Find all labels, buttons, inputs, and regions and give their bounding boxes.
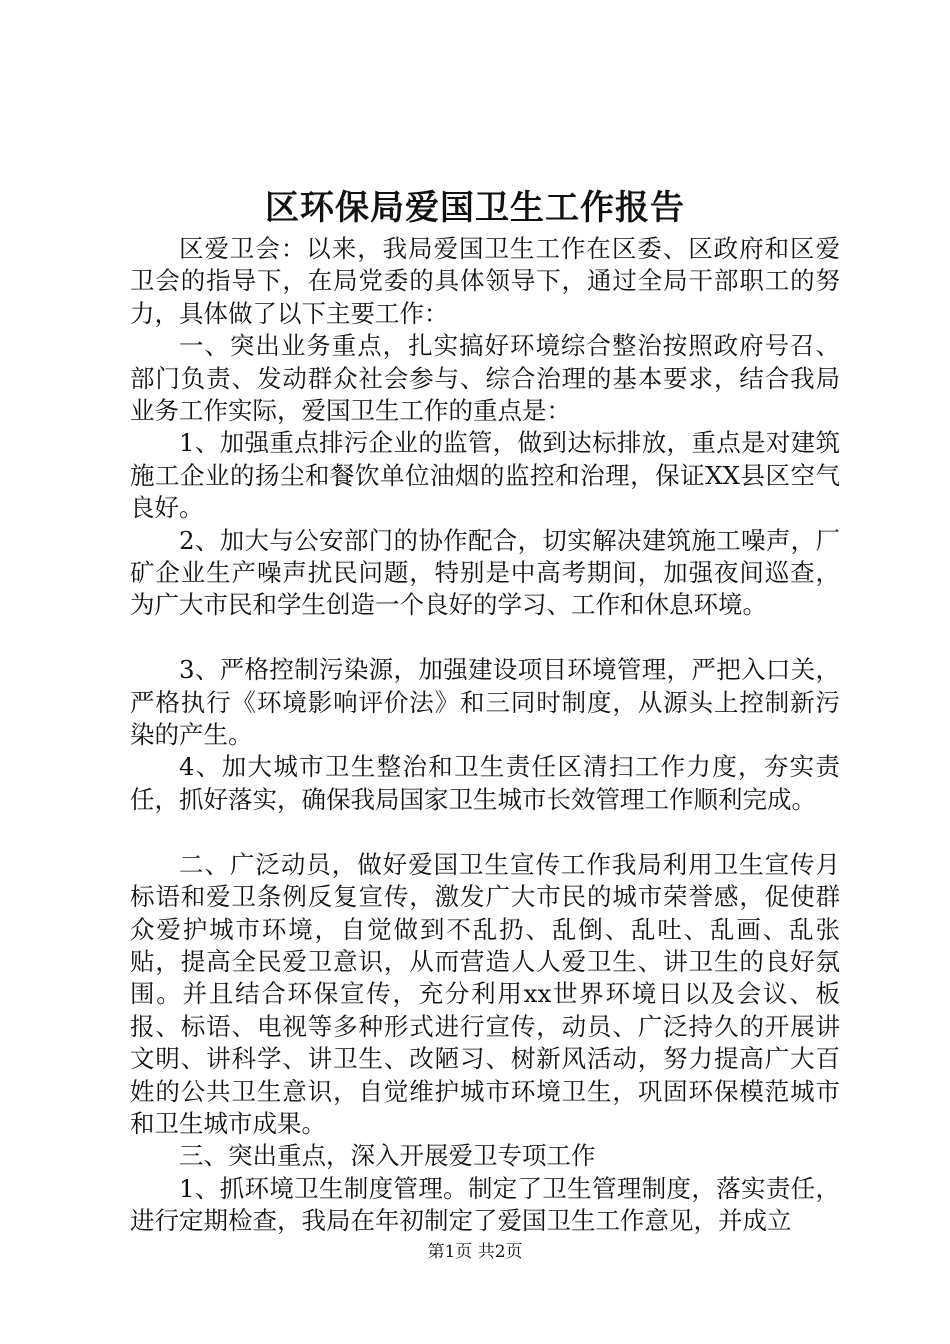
paragraph-section-1: 一、突出业务重点，扎实搞好环境综合整治按照政府号召、部门负责、发动群众社会参与、综合治理的基本要求，结合我局业务工作实际，爱国卫生工作的重点是： [130, 331, 840, 426]
paragraph-item-3: 3、严格控制污染源，加强建设项目环境管理，严把入口关，严格执行《环境影响评价法》和三同时制度，从源头上控制新污染的产生。 [130, 655, 840, 750]
paragraph-spacer [130, 816, 840, 848]
page-number-footer: 第1页 共2页 [427, 1242, 523, 1262]
document-title: 区环保局爱国卫生工作报告 [265, 188, 685, 228]
paragraph-item-2: 2、加大与公安部门的协作配合，切实解决建筑施工噪声，厂矿企业生产噪声扰民问题，特别是中高考期间，加强夜间巡查，为广大市民和学生创造一个良好的学习、工作和休息环境。 [130, 525, 840, 620]
paragraph-section-3-item-1: 1、抓环境卫生制度管理。制定了卫生管理制度，落实责任，进行定期检查，我局在年初制定了爱国卫生工作意见，并成立 [130, 1173, 840, 1236]
paragraph-spacer [130, 622, 840, 654]
paragraph-item-4: 4、加大城市卫生整治和卫生责任区清扫工作力度，夯实责任，抓好落实，确保我局国家卫生城市长效管理工作顺利完成。 [130, 752, 840, 814]
paragraph-item-1: 1、加强重点排污企业的监管，做到达标排放，重点是对建筑施工企业的扬尘和餐饮单位油烟的监控和治理，保证XX县区空气良好。 [130, 428, 840, 523]
paragraph-intro: 区爱卫会：以来，我局爱国卫生工作在区委、区政府和区爱卫会的指导下，在局党委的具体领导下，通过全局干部职工的努力，具体做了以下主要工作： [130, 234, 840, 328]
document-body [130, 233, 840, 1238]
paragraph-section-2: 二、广泛动员，做好爱国卫生宣传工作我局利用卫生宣传月标语和爱卫条例反复宣传，激发广大市民的城市荣誉感，促使群众爱护城市环境，自觉做到不乱扔、乱倒、乱吐、乱画、乱张贴，提高全民爱卫意识，从而营造人人爱卫生、讲卫生的良好氛围。并且结合环保宣传，充分利用xx世界环境日以及会议、板报、标语、电视等多种形式进行宣传，动员、广泛持久的开展讲文明、讲科学、讲卫生、改陋习、树新风活动，努力提高广大百姓的公共卫生意识，自觉维护城市环境卫生，巩固环保模范城市和卫生城市成果。 [130, 849, 840, 1138]
paragraph-section-3: 三、突出重点，深入开展爱卫专项工作 [179, 1141, 596, 1171]
